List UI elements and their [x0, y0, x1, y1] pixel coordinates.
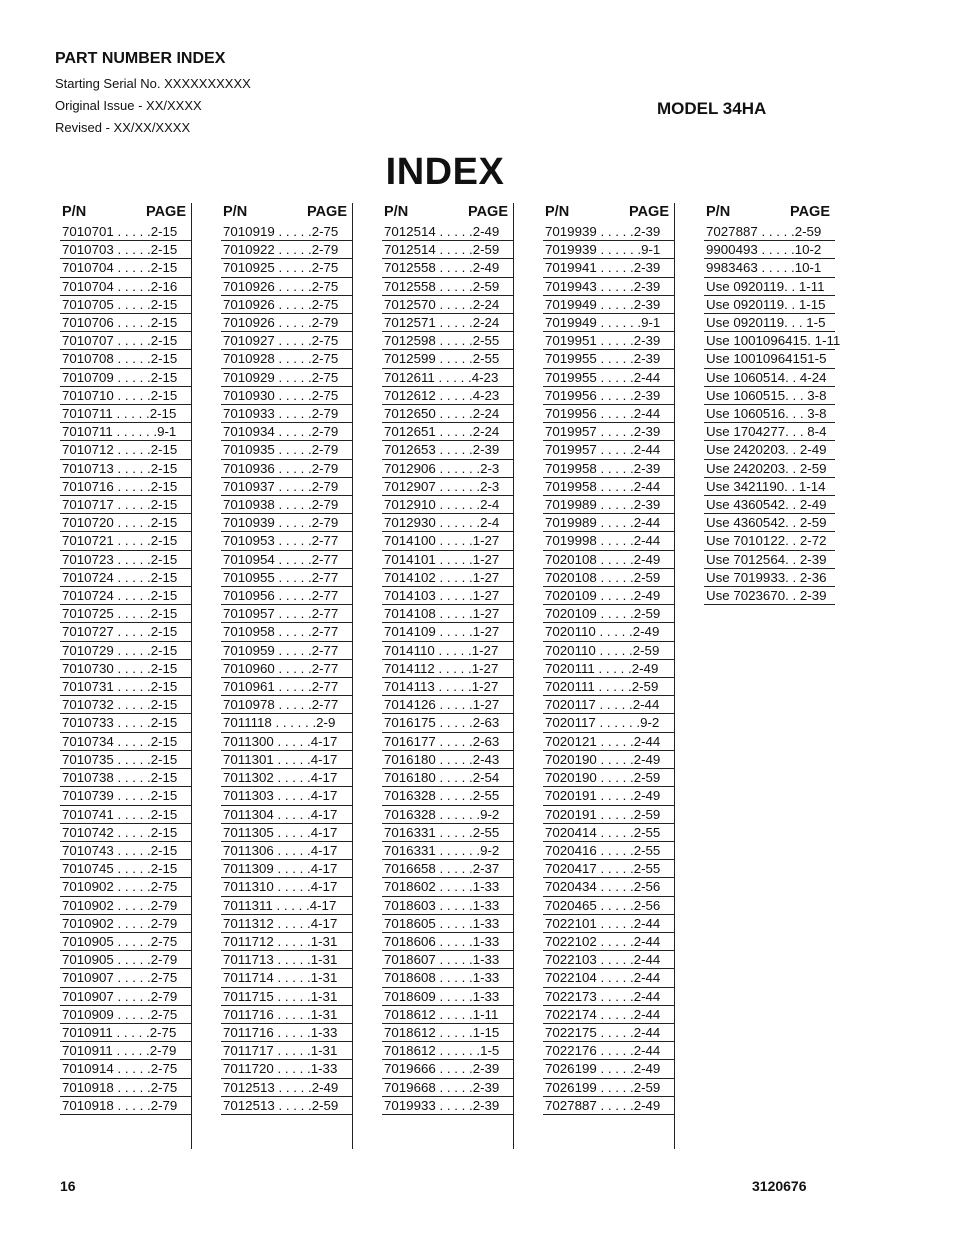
index-entry: 7010731 . . . . .2-15 — [60, 678, 191, 696]
index-entry: 7010711 . . . . . .9-1 — [60, 423, 191, 441]
index-entry: Use 1001096415. 1-11 — [704, 332, 835, 350]
index-entry: 7018612 . . . . .1-11 — [382, 1006, 513, 1024]
index-entry: 7019998 . . . . .2-44 — [543, 532, 674, 550]
index-entry: 7016328 . . . . .2-55 — [382, 787, 513, 805]
index-entry: 7010934 . . . . .2-79 — [221, 423, 352, 441]
index-entry: 7019939 . . . . .2-39 — [543, 223, 674, 241]
index-entry: 7010704 . . . . .2-16 — [60, 278, 191, 296]
index-entry: 9900493 . . . . .10-2 — [704, 241, 835, 259]
index-entry: 7020191 . . . . .2-49 — [543, 787, 674, 805]
index-entry: 7010918 . . . . .2-75 — [60, 1079, 191, 1097]
index-entry: 7014102 . . . . .1-27 — [382, 569, 513, 587]
index-entry: 7012571 . . . . .2-24 — [382, 314, 513, 332]
index-entry: 7010725 . . . . .2-15 — [60, 605, 191, 623]
index-entry: 7016331 . . . . . .9-2 — [382, 842, 513, 860]
index-entry: 7010704 . . . . .2-15 — [60, 259, 191, 277]
index-entry: 7012653 . . . . .2-39 — [382, 441, 513, 459]
index-entry: 7010911 . . . . .2-79 — [60, 1042, 191, 1060]
index-entry: 7014126 . . . . .1-27 — [382, 696, 513, 714]
index-entry: 7010935 . . . . .2-79 — [221, 441, 352, 459]
index-entry: 7020117 . . . . .2-44 — [543, 696, 674, 714]
index-entry: 7010727 . . . . .2-15 — [60, 623, 191, 641]
index-entry: 7019957 . . . . .2-39 — [543, 423, 674, 441]
column-header — [60, 203, 191, 223]
index-entry: 7010720 . . . . .2-15 — [60, 514, 191, 532]
index-entry: 7010953 . . . . .2-77 — [221, 532, 352, 550]
index-entry: 7027887 . . . . .2-49 — [543, 1097, 674, 1115]
index-entry: 7020108 . . . . .2-49 — [543, 551, 674, 569]
index-entry: 7012558 . . . . .2-59 — [382, 278, 513, 296]
index-entry: 7020108 . . . . .2-59 — [543, 569, 674, 587]
index-entry: 7010739 . . . . .2-15 — [60, 787, 191, 805]
column-header — [704, 203, 835, 223]
index-entry: 7010730 . . . . .2-15 — [60, 660, 191, 678]
index-entry: 7019666 . . . . .2-39 — [382, 1060, 513, 1078]
index-entry: 7012513 . . . . .2-49 — [221, 1079, 352, 1097]
index-entry: 7010926 . . . . .2-75 — [221, 278, 352, 296]
index-entry: 7010703 . . . . .2-15 — [60, 241, 191, 259]
index-entry: 7010741 . . . . .2-15 — [60, 806, 191, 824]
page-header: PAGE — [628, 204, 669, 220]
index-entry: 7010959 . . . . .2-77 — [221, 642, 352, 660]
index-entry: 7014109 . . . . .1-27 — [382, 623, 513, 641]
index-entry: 7010926 . . . . .2-79 — [221, 314, 352, 332]
index-entry: 7011300 . . . . .4-17 — [221, 733, 352, 751]
index-entry: 7011713 . . . . .1-31 — [221, 951, 352, 969]
index-entry: 7010929 . . . . .2-75 — [221, 369, 352, 387]
index-entry: 7010960 . . . . .2-77 — [221, 660, 352, 678]
index-entry: 7010738 . . . . .2-15 — [60, 769, 191, 787]
index-entry: 7019989 . . . . .2-44 — [543, 514, 674, 532]
index-entry: 7012558 . . . . .2-49 — [382, 259, 513, 277]
index-entry: 7019958 . . . . .2-39 — [543, 460, 674, 478]
index-entry: 7010961 . . . . .2-77 — [221, 678, 352, 696]
index-entry: 7020465 . . . . .2-56 — [543, 897, 674, 915]
index-entry: 7012514 . . . . .2-59 — [382, 241, 513, 259]
index-entry: 7019933 . . . . .2-39 — [382, 1097, 513, 1115]
index-entry: 7019989 . . . . .2-39 — [543, 496, 674, 514]
index-entry: 7019956 . . . . .2-44 — [543, 405, 674, 423]
index-entry: 7018606 . . . . .1-33 — [382, 933, 513, 951]
pn-header: P/N — [223, 204, 248, 220]
index-entry: 7012598 . . . . .2-55 — [382, 332, 513, 350]
index-entry: 7014110 . . . . .1-27 — [382, 642, 513, 660]
index-entry: 7011714 . . . . .1-31 — [221, 969, 352, 987]
index-entry: Use 7010122. . 2-72 — [704, 532, 835, 550]
index-entry: 7010957 . . . . .2-77 — [221, 605, 352, 623]
pn-header: P/N — [384, 204, 409, 220]
index-entry: Use 1060515. . . 3-8 — [704, 387, 835, 405]
index-entry: 7014103 . . . . .1-27 — [382, 587, 513, 605]
index-entry: 7010925 . . . . .2-75 — [221, 259, 352, 277]
index-entry: 7010919 . . . . .2-75 — [221, 223, 352, 241]
index-entry: 7010745 . . . . .2-15 — [60, 860, 191, 878]
index-entry: 7020417 . . . . .2-55 — [543, 860, 674, 878]
index-entry: 7022176 . . . . .2-44 — [543, 1042, 674, 1060]
index-entry: 7010724 . . . . .2-15 — [60, 569, 191, 587]
index-column-1 — [60, 203, 192, 1149]
index-title: INDEX — [385, 151, 505, 193]
index-entry: 7010729 . . . . .2-15 — [60, 642, 191, 660]
index-entry: 7012513 . . . . .2-59 — [221, 1097, 352, 1115]
document-number: 3120676 — [752, 1178, 807, 1194]
index-entry: 7010939 . . . . .2-79 — [221, 514, 352, 532]
index-entry: 7010907 . . . . .2-79 — [60, 988, 191, 1006]
index-entry: 7011303 . . . . .4-17 — [221, 787, 352, 805]
index-column-5 — [704, 203, 841, 605]
index-entry: 7018608 . . . . .1-33 — [382, 969, 513, 987]
index-entry: Use 4360542. . 2-49 — [704, 496, 835, 514]
index-entry: 7022174 . . . . .2-44 — [543, 1006, 674, 1024]
index-entry: 7020190 . . . . .2-59 — [543, 769, 674, 787]
index-entry: 7010743 . . . . .2-15 — [60, 842, 191, 860]
index-entry: 7012930 . . . . . .2-4 — [382, 514, 513, 532]
index-entry: 7010978 . . . . .2-77 — [221, 696, 352, 714]
index-entry: 7010938 . . . . .2-79 — [221, 496, 352, 514]
index-entry: 7020109 . . . . .2-49 — [543, 587, 674, 605]
index-entry: 7018603 . . . . .1-33 — [382, 897, 513, 915]
index-entry: 7018607 . . . . .1-33 — [382, 951, 513, 969]
index-entry: 7016331 . . . . .2-55 — [382, 824, 513, 842]
index-entry: 7010709 . . . . .2-15 — [60, 369, 191, 387]
index-entry: 7019951 . . . . .2-39 — [543, 332, 674, 350]
index-entry: 7010955 . . . . .2-77 — [221, 569, 352, 587]
index-entry: 7012612 . . . . .4-23 — [382, 387, 513, 405]
index-entry: 7010902 . . . . .2-79 — [60, 915, 191, 933]
index-entry: 7010733 . . . . .2-15 — [60, 714, 191, 732]
index-entry: Use 2420203. . 2-49 — [704, 441, 835, 459]
index-entry: 7020117 . . . . . .9-2 — [543, 714, 674, 732]
index-entry: 7010734 . . . . .2-15 — [60, 733, 191, 751]
index-entry: 7019955 . . . . .2-44 — [543, 369, 674, 387]
index-entry: 9983463 . . . . .10-1 — [704, 259, 835, 277]
index-entry: 7010922 . . . . .2-79 — [221, 241, 352, 259]
index-entry: 7010705 . . . . .2-15 — [60, 296, 191, 314]
index-entry: 7020190 . . . . .2-49 — [543, 751, 674, 769]
index-column-2 — [221, 203, 353, 1149]
index-entry: 7011310 . . . . .4-17 — [221, 878, 352, 896]
index-entry: Use 1704277. . . 8-4 — [704, 423, 835, 441]
index-entry: 7019949 . . . . . .9-1 — [543, 314, 674, 332]
index-entry: 7010918 . . . . .2-79 — [60, 1097, 191, 1115]
index-entry: 7022104 . . . . .2-44 — [543, 969, 674, 987]
index-entry: 7010712 . . . . .2-15 — [60, 441, 191, 459]
page-header: PAGE — [467, 204, 508, 220]
index-entry: 7010902 . . . . .2-79 — [60, 897, 191, 915]
index-entry: 7020109 . . . . .2-59 — [543, 605, 674, 623]
index-entry: 7022102 . . . . .2-44 — [543, 933, 674, 951]
index-entry: 7010905 . . . . .2-79 — [60, 951, 191, 969]
index-entry: 7020434 . . . . .2-56 — [543, 878, 674, 896]
index-entry: 7010907 . . . . .2-75 — [60, 969, 191, 987]
index-entry: 7012611 . . . . .4-23 — [382, 369, 513, 387]
index-entry: 7019957 . . . . .2-44 — [543, 441, 674, 459]
index-entry: 7026199 . . . . .2-49 — [543, 1060, 674, 1078]
index-entry: 7016658 . . . . .2-37 — [382, 860, 513, 878]
index-entry: 7012570 . . . . .2-24 — [382, 296, 513, 314]
index-entry: 7016175 . . . . .2-63 — [382, 714, 513, 732]
index-entry: 7012514 . . . . .2-49 — [382, 223, 513, 241]
index-entry: 7014113 . . . . .1-27 — [382, 678, 513, 696]
index-column-3 — [382, 203, 514, 1149]
index-entry: 7010710 . . . . .2-15 — [60, 387, 191, 405]
index-entry: 7012907 . . . . . .2-3 — [382, 478, 513, 496]
index-entry: 7022175 . . . . .2-44 — [543, 1024, 674, 1042]
index-entry: 7011717 . . . . .1-31 — [221, 1042, 352, 1060]
index-entry: 7022173 . . . . .2-44 — [543, 988, 674, 1006]
index-entry: 7027887 . . . . .2-59 — [704, 223, 835, 241]
index-entry: 7026199 . . . . .2-59 — [543, 1079, 674, 1097]
index-entry: 7011309 . . . . .4-17 — [221, 860, 352, 878]
index-entry: 7016180 . . . . .2-54 — [382, 769, 513, 787]
index-entry: 7010717 . . . . .2-15 — [60, 496, 191, 514]
page-header: PAGE — [145, 204, 186, 220]
index-entry: 7010708 . . . . .2-15 — [60, 350, 191, 368]
index-entry: 7020121 . . . . .2-44 — [543, 733, 674, 751]
index-entry: 7011118 . . . . . .2-9 — [221, 714, 352, 732]
index-entry: Use 1060514. . 4-24 — [704, 369, 835, 387]
pn-header: P/N — [545, 204, 570, 220]
index-entry: 7012910 . . . . . .2-4 — [382, 496, 513, 514]
index-entry: Use 7012564. . 2-39 — [704, 551, 835, 569]
index-entry: 7018612 . . . . . .1-5 — [382, 1042, 513, 1060]
index-entry: 7011304 . . . . .4-17 — [221, 806, 352, 824]
index-entry: 7019943 . . . . .2-39 — [543, 278, 674, 296]
index-entry: 7010735 . . . . .2-15 — [60, 751, 191, 769]
index-entry: 7010742 . . . . .2-15 — [60, 824, 191, 842]
index-entry: 7010909 . . . . .2-75 — [60, 1006, 191, 1024]
index-entry: 7018609 . . . . .1-33 — [382, 988, 513, 1006]
index-entry: Use 0920119. . 1-15 — [704, 296, 835, 314]
index-entry: 7011715 . . . . .1-31 — [221, 988, 352, 1006]
index-entry: 7020110 . . . . .2-59 — [543, 642, 674, 660]
index-entry: 7020416 . . . . .2-55 — [543, 842, 674, 860]
index-entry: 7010928 . . . . .2-75 — [221, 350, 352, 368]
column-header — [382, 203, 513, 223]
index-entry: 7010914 . . . . .2-75 — [60, 1060, 191, 1078]
index-entry: 7019956 . . . . .2-39 — [543, 387, 674, 405]
index-entry: 7010902 . . . . .2-75 — [60, 878, 191, 896]
index-entry: 7020191 . . . . .2-59 — [543, 806, 674, 824]
index-entry: Use 7019933. . 2-36 — [704, 569, 835, 587]
index-entry: 7010706 . . . . .2-15 — [60, 314, 191, 332]
index-entry: 7016180 . . . . .2-43 — [382, 751, 513, 769]
page-number: 16 — [60, 1178, 76, 1194]
index-entry: 7010732 . . . . .2-15 — [60, 696, 191, 714]
index-entry: 7019941 . . . . .2-39 — [543, 259, 674, 277]
index-entry: 7010711 . . . . .2-15 — [60, 405, 191, 423]
revised-text: Revised - XX/XX/XXXX — [55, 120, 191, 135]
index-entry: 7018605 . . . . .1-33 — [382, 915, 513, 933]
index-entry: 7010713 . . . . .2-15 — [60, 460, 191, 478]
index-entry: 7019949 . . . . .2-39 — [543, 296, 674, 314]
index-entry: 7018602 . . . . .1-33 — [382, 878, 513, 896]
index-entry: Use 3421190. . 1-14 — [704, 478, 835, 496]
index-entry: 7019939 . . . . . .9-1 — [543, 241, 674, 259]
column-header — [221, 203, 352, 223]
index-entry: 7018612 . . . . .1-15 — [382, 1024, 513, 1042]
index-entry: 7020111 . . . . .2-49 — [543, 660, 674, 678]
index-entry: 7010701 . . . . .2-15 — [60, 223, 191, 241]
index-entry: 7020414 . . . . .2-55 — [543, 824, 674, 842]
index-entry: 7010724 . . . . .2-15 — [60, 587, 191, 605]
index-entry: 7014108 . . . . .1-27 — [382, 605, 513, 623]
index-entry: 7011302 . . . . .4-17 — [221, 769, 352, 787]
column-header — [543, 203, 674, 223]
index-entry: 7010958 . . . . .2-77 — [221, 623, 352, 641]
index-entry: 7019668 . . . . .2-39 — [382, 1079, 513, 1097]
index-entry: 7010937 . . . . .2-79 — [221, 478, 352, 496]
index-entry: 7014100 . . . . .1-27 — [382, 532, 513, 550]
index-entry: 7011712 . . . . .1-31 — [221, 933, 352, 951]
index-entry: 7016177 . . . . .2-63 — [382, 733, 513, 751]
model-label: MODEL 34HA — [657, 99, 767, 118]
index-entry: Use 1060516. . . 3-8 — [704, 405, 835, 423]
index-entry: 7012599 . . . . .2-55 — [382, 350, 513, 368]
index-entry: 7014101 . . . . .1-27 — [382, 551, 513, 569]
index-entry: 7010926 . . . . .2-75 — [221, 296, 352, 314]
index-entry: 7011306 . . . . .4-17 — [221, 842, 352, 860]
index-entry: 7010707 . . . . .2-15 — [60, 332, 191, 350]
index-entry: 7012906 . . . . . .2-3 — [382, 460, 513, 478]
index-entry: 7011311 . . . . .4-17 — [221, 897, 352, 915]
index-entry: 7010927 . . . . .2-75 — [221, 332, 352, 350]
index-entry: 7010936 . . . . .2-79 — [221, 460, 352, 478]
index-entry: Use 7023670. . 2-39 — [704, 587, 835, 605]
index-entry: 7011312 . . . . .4-17 — [221, 915, 352, 933]
original-issue-text: Original Issue - XX/XXXX — [55, 98, 202, 113]
page-header: PAGE — [306, 204, 347, 220]
index-entry: 7011305 . . . . .4-17 — [221, 824, 352, 842]
index-entry: Use 0920119. . . 1-5 — [704, 314, 835, 332]
index-entry: 7019955 . . . . .2-39 — [543, 350, 674, 368]
index-entry: 7012650 . . . . .2-24 — [382, 405, 513, 423]
index-entry: 7012651 . . . . .2-24 — [382, 423, 513, 441]
index-entry: Use 10010964151-5 — [704, 350, 835, 368]
index-column-4 — [543, 203, 675, 1149]
index-entry: 7016328 . . . . . .9-2 — [382, 806, 513, 824]
index-entry: 7020110 . . . . .2-49 — [543, 623, 674, 641]
index-entry: 7010933 . . . . .2-79 — [221, 405, 352, 423]
page-header-title: PART NUMBER INDEX — [55, 50, 226, 67]
index-entry: 7010905 . . . . .2-75 — [60, 933, 191, 951]
index-entry: 7010930 . . . . .2-75 — [221, 387, 352, 405]
page-header: PAGE — [789, 204, 830, 220]
index-entry: 7011301 . . . . .4-17 — [221, 751, 352, 769]
index-entry: 7010716 . . . . .2-15 — [60, 478, 191, 496]
pn-header: P/N — [706, 204, 731, 220]
index-entry: 7022103 . . . . .2-44 — [543, 951, 674, 969]
index-entry: Use 2420203. . 2-59 — [704, 460, 835, 478]
index-entry: 7011716 . . . . .1-33 — [221, 1024, 352, 1042]
index-entry: 7010721 . . . . .2-15 — [60, 532, 191, 550]
index-entry: 7019958 . . . . .2-44 — [543, 478, 674, 496]
index-entry: 7014112 . . . . .1-27 — [382, 660, 513, 678]
index-entry: Use 4360542. . 2-59 — [704, 514, 835, 532]
pn-header: P/N — [62, 204, 87, 220]
index-entry: 7010723 . . . . .2-15 — [60, 551, 191, 569]
index-entry: Use 0920119. . 1-11 — [704, 278, 835, 296]
index-entry: 7010911 . . . . .2-75 — [60, 1024, 191, 1042]
index-entry: 7011720 . . . . .1-33 — [221, 1060, 352, 1078]
index-entry: 7010954 . . . . .2-77 — [221, 551, 352, 569]
index-entry: 7020111 . . . . .2-59 — [543, 678, 674, 696]
index-entry: 7022101 . . . . .2-44 — [543, 915, 674, 933]
starting-serial-text: Starting Serial No. XXXXXXXXXX — [55, 76, 251, 91]
index-entry: 7010956 . . . . .2-77 — [221, 587, 352, 605]
index-entry: 7011716 . . . . .1-31 — [221, 1006, 352, 1024]
